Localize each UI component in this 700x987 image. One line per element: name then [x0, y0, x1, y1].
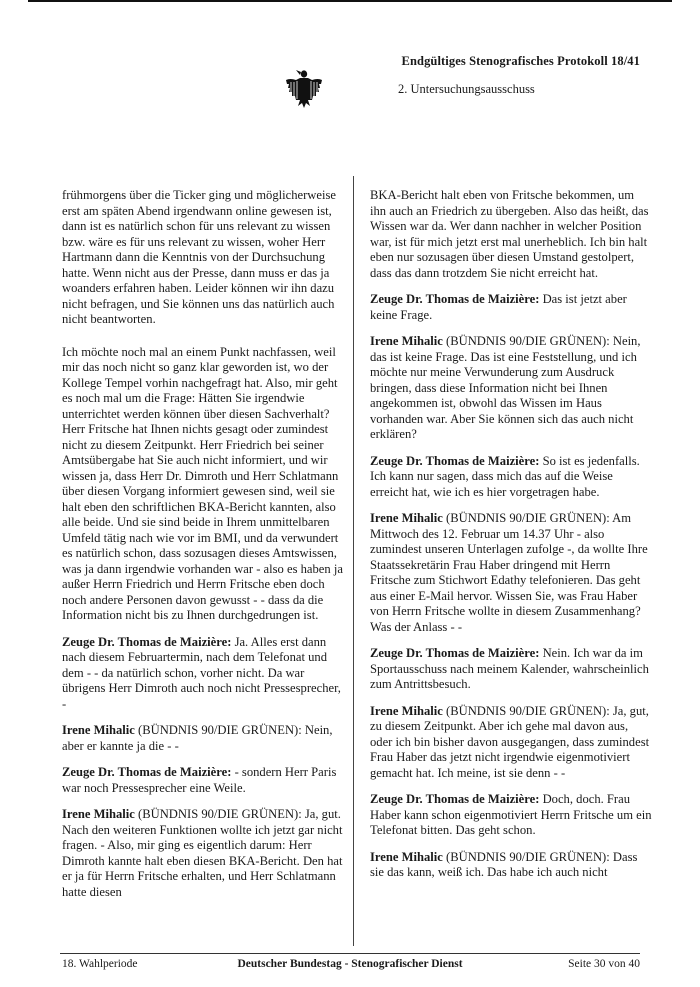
speaker-name: Irene Mihalic: [370, 849, 443, 864]
right-column: [370, 188, 652, 892]
paragraph-text: Ja. Alles erst dann nach diesem Februartermin, nach dem Telefonat und dem - - da natürlich schon, vorher nicht. Da war übrigens Herr Dimroth auch noch nicht Pressesprecher, -: [62, 634, 341, 711]
paragraph: [62, 345, 344, 624]
paragraph: [370, 646, 652, 693]
paragraph-text: - sondern Herr Paris war noch Pressesprecher eine Weile.: [62, 765, 337, 795]
paragraph-text: frühmorgens über die Ticker ging und möglicherweise erst am späten Abend irgendwann online gewesen ist, dann ist es natürlich schon für uns relevant zu wissen bzw. wäre es für uns relevant zu wissen, woher Herr Hartmann dann die Kenntnis von der Durchsuchung hatte. Wenn nicht aus der Presse, dann muss er das ja woanders erfahren haben. Leider können wir ihn dazu nicht befragen, und Sie können uns das natürlich auch nicht beantworten.: [62, 188, 336, 326]
committee-name: 2. Untersuchungsausschuss: [398, 82, 535, 96]
speaker-name: Zeuge Dr. Thomas de Maizière:: [62, 765, 232, 779]
speaker-name: Zeuge Dr. Thomas de Maizière:: [62, 634, 232, 649]
paragraph-text: (BÜNDNIS 90/DIE GRÜNEN): Am Mittwoch des 12. Februar um 14.37 Uhr - also zumindest unseren Unterlagen zufolge -, da wollte Ihre Staatssekretärin Frau Haber dringend mit Herrn Fritsche zum Stichwort Edathy telefonieren. Das geht aus einer E-Mail hervor. Wissen Sie, was Frau Haber von Herrn Fritsche wollte in diesem Zusammenhang? Was der Anlass - -: [370, 511, 648, 634]
paragraph-text: Ich möchte noch mal an einem Punkt nachfassen, weil mir das noch nicht so ganz klar geworden ist, wo der Kollege Tempel vorhin nachgefragt hat. Also, mir geht es noch mal um die Frage: Hätten Sie irgendwie unterrichtet werden können über diesen Sachverhalt? Herr Fritsche hat Ihnen nichts gesagt oder zumindest nicht zu diesem Zeitpunkt. Herr Friedrich bei seiner Amtsübergabe hat Sie auch nicht informiert, und wir wissen ja, dass Herr Dr. Dimroth und Herr Schlatmann über diesen Vorgang informiert gewesen sind, weil sie halt eben den schriftlichen BKA-Bericht kannten, also alle beide. Und sie sind beide in Ihrem unmittelbaren Umfeld tätig nach wie vor im BMI, und da verwundert es natürlich schon, dass sozusagen dieses Amtswissen, was ja dann irgendwie vorhanden war - also es haben ja außer Herrn Friedrich und Herrn Fritsche eben doch noch andere Personen davon gewusst - - dass da die Information nicht bis zu Ihnen durchgedrungen ist.: [62, 344, 343, 622]
paragraph: [370, 454, 652, 501]
column-divider: [353, 176, 354, 946]
paragraph: [370, 511, 652, 635]
paragraph-text: BKA-Bericht halt eben von Fritsche bekommen, um ihn auch an Friedrich zu übergeben. Also das heißt, das Wissen war da. Wer dann nachher in welcher Position war, ist für mich jetzt erst mal unerheblich. Ich bin halt eben nur sozusagen über diesen Umstand gestolpert, dass das dann trotzdem Sie nicht erreicht hat.: [370, 188, 649, 280]
paragraph: [62, 188, 344, 328]
paragraph: [370, 704, 652, 782]
speaker-name: Irene Mihalic: [62, 723, 135, 737]
speaker-name: Zeuge Dr. Thomas de Maizière:: [370, 292, 540, 306]
paragraph: [370, 292, 652, 323]
paragraph: [62, 723, 344, 754]
footer-publisher: Deutscher Bundestag - Stenografischer Dienst: [237, 958, 463, 970]
paragraph-text: (BÜNDNIS 90/DIE GRÜNEN): Ja, gut. Nach den weiteren Funktionen wollte ich jetzt gar nicht fragen. - Also, mir ging es eigentlich darum: Herr Dimroth kannte halt eben diesen BKA-Bericht. Den hat er ja für Herrn Fritsche erhalten, und Herr Schlatmann hatte diesen: [62, 807, 343, 899]
footer-period: 18. Wahlperiode: [62, 958, 138, 970]
speaker-name: Irene Mihalic: [62, 807, 135, 821]
paragraph-text: (BÜNDNIS 90/DIE GRÜNEN): Nein, aber er kannte ja die - -: [62, 723, 333, 753]
paragraph: [370, 850, 652, 881]
footer-rule: [60, 953, 640, 954]
paragraph-text: (BÜNDNIS 90/DIE GRÜNEN): Nein, das ist keine Frage. Das ist eine Feststellung, und ich möchte nur meine Verwunderung zum Ausdruck bringen, dass diese Information nicht bei Ihnen angekommen ist, obwohl das Wissen im Haus vorhanden war. Aber Sie können sich das auch nicht erklären?: [370, 334, 641, 441]
paragraph: [370, 188, 652, 281]
paragraph-text: Nein. Ich war da im Sportausschuss nach meinem Kalender, wahrscheinlich zum Antrittsbesuch.: [370, 646, 649, 691]
bundestag-eagle-icon: [282, 68, 326, 112]
page-number: Seite 30 von 40: [568, 958, 640, 970]
speaker-name: Irene Mihalic: [370, 703, 443, 718]
paragraph-text: So ist es jedenfalls. Ich kann nur sagen, dass mich das auf die Weise erreicht hat, wie ich es hier vorgetragen habe.: [370, 453, 640, 499]
speaker-name: Zeuge Dr. Thomas de Maizière:: [370, 792, 540, 806]
paragraph: [370, 792, 652, 839]
speaker-name: Irene Mihalic: [370, 334, 443, 348]
speaker-name: Zeuge Dr. Thomas de Maizière:: [370, 453, 540, 468]
top-rule: [28, 0, 672, 2]
paragraph-text: (BÜNDNIS 90/DIE GRÜNEN): Dass sie das kann, weiß ich. Das habe ich auch nicht: [370, 849, 638, 879]
paragraph-text: (BÜNDNIS 90/DIE GRÜNEN): Ja, gut, zu diesem Zeitpunkt. Aber ich gehe mal davon aus, oder ich bin bisher davon ausgegangen, dass zumindest Frau Haber das jetzt nicht irgendwie eigenmotiviert gemacht hat. Ich meine, ist sie denn - -: [370, 703, 650, 780]
speaker-name: Zeuge Dr. Thomas de Maizière:: [370, 646, 540, 660]
paragraph: [62, 807, 344, 900]
paragraph: [370, 334, 652, 443]
paragraph: [62, 635, 344, 713]
speaker-name: Irene Mihalic: [370, 511, 443, 525]
paragraph-text: Doch, doch. Frau Haber kann schon eigenmotiviert Herrn Fritsche um ein Telefonat bitten. Das geht schon.: [370, 792, 652, 837]
paragraph: [62, 765, 344, 796]
left-column: [62, 188, 344, 911]
paragraph-text: Das ist jetzt aber keine Frage.: [370, 292, 627, 322]
protocol-title: Endgültiges Stenografisches Protokoll 18/41: [401, 54, 640, 68]
